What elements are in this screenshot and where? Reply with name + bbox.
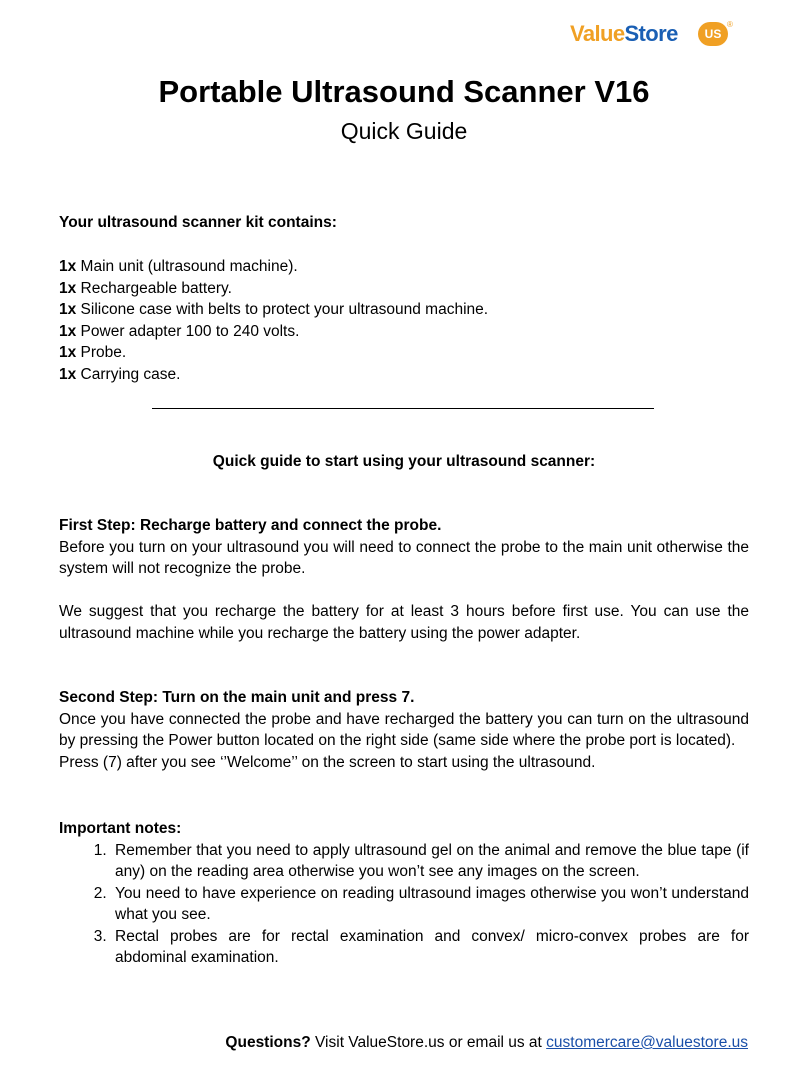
page-subtitle: Quick Guide [340,118,468,144]
note-item: 1. Remember that you need to apply ultrasound gel on the animal and remove the blue tape (if any) on the reading area otherwise you won’t see any images on the screen. [111,840,749,883]
page-title: Portable Ultrasound Scanner V16 [158,74,650,109]
kit-item: 1x Probe. [59,344,127,361]
step2-section [59,687,749,773]
guide-heading: Quick guide to start using your ultrasound scanner: [212,453,596,470]
note-item: 3. Rectal probes are for rectal examination and convex/ micro-convex probes are for abdominal examination. [111,926,749,969]
logo-us-badge: US [698,22,728,46]
note-item: 2. You need to have experience on reading ultrasound images otherwise you won’t understand what you see. [111,883,749,926]
logo-registered-mark: ® [727,20,733,29]
kit-item: 1x Carrying case. [59,365,181,383]
footer [225,1032,748,1054]
notes-list [59,840,749,969]
kit-item: 1x Silicone case with belts to protect your ultrasound machine. [59,301,489,318]
kit-list [59,256,749,385]
notes-section [59,818,749,969]
step2-paragraph-2: Press (7) after you see ‘’Welcome’’ on the screen to start using the ultrasound. [59,753,596,771]
valuestore-logo [570,18,740,50]
kit-item: 1x Rechargeable battery. [59,279,232,297]
footer-text: Visit ValueStore.us or email us at [310,1034,547,1051]
step1-note [59,601,749,644]
step1-paragraph: Before you turn on your ultrasound you will need to connect the probe to the main unit otherwise the system will not recognize the probe. [59,538,749,577]
step2-paragraph: Once you have connected the probe and have recharged the battery you can turn on the ultrasound by pressing the Power button located on the right side (same side where the probe port is located). [59,710,749,749]
kit-heading: Your ultrasound scanner kit contains: [59,214,337,231]
step1-section [59,515,749,580]
kit-item: 1x Power adapter 100 to 240 volts. [59,322,300,340]
email-link[interactable]: customercare@valuestore.us [546,1034,748,1051]
step1-paragraph-2: We suggest that you recharge the battery for at least 3 hours before first use. You can use the ultrasound machine while you recharge the battery using the power adapter. [59,603,749,642]
step2-title: Second Step: Turn on the main unit and press 7. [59,689,415,706]
step1-title: First Step: Recharge battery and connect the probe. [59,517,442,534]
notes-title: Important notes: [59,820,182,837]
footer-label: Questions? [225,1034,311,1051]
logo-wordmark: ValueStore [570,21,678,46]
kit-item: 1x Main unit (ultrasound machine). [59,258,298,275]
section-divider [152,408,654,409]
